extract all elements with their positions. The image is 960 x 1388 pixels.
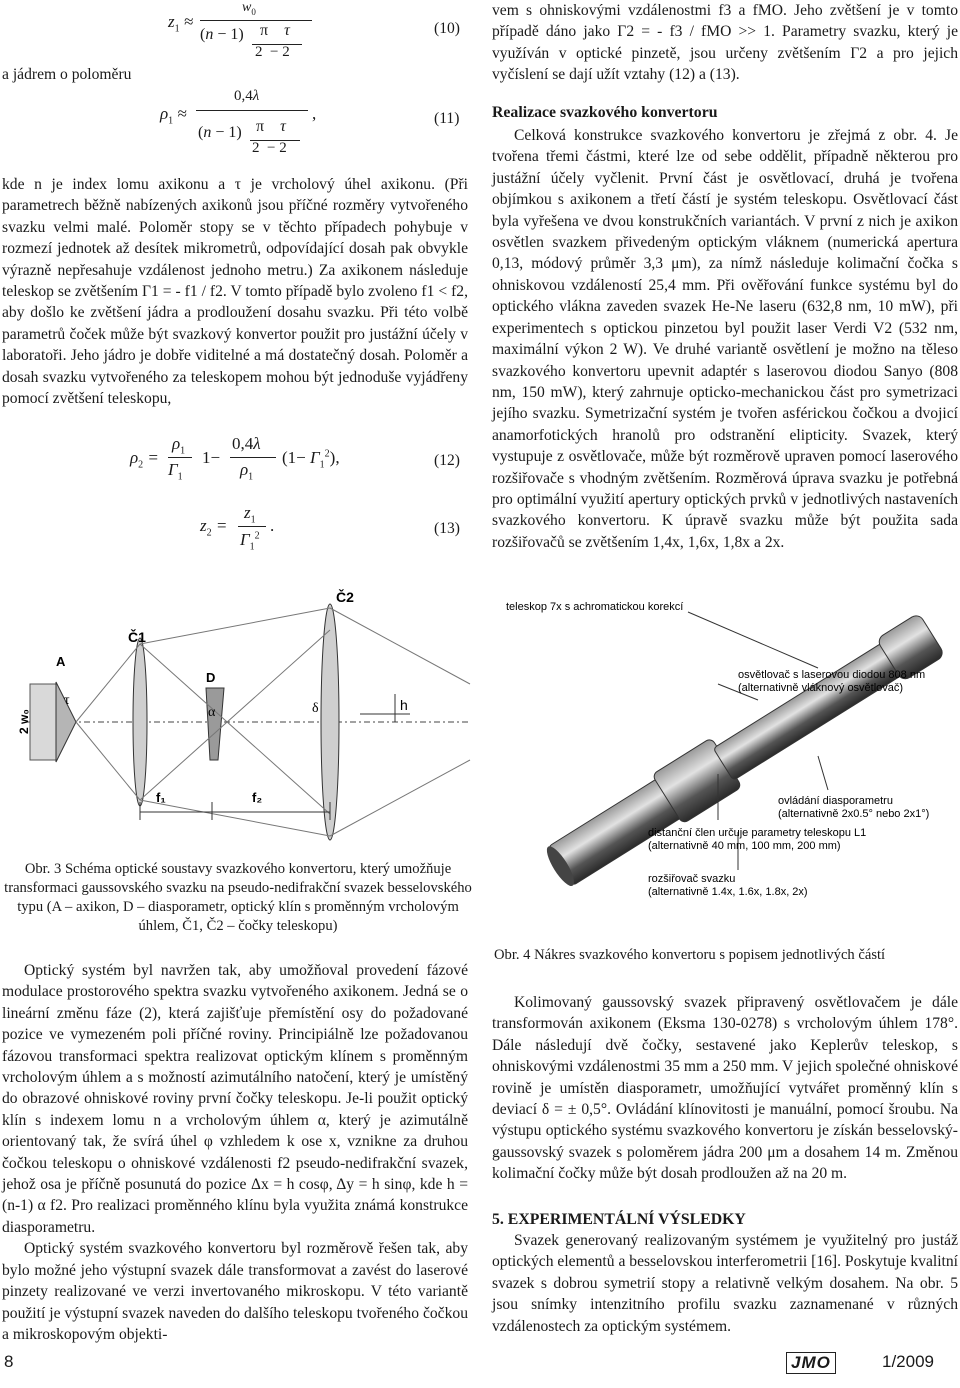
left-bottom-para2: Optický systém svazkového konvertoru byl rozměrově řešen tak, aby bylo možné jeho výstupní svazek dále transformovat a zavést do laserové pinzety realizované ve verzi invertovaného mikroskopu. V této variantě použití je výstupní svazek naveden do dalšího teleskopu tvořeného čočkou a mikroskopovým objekti-: [2, 1240, 468, 1343]
eq10-number: (10): [434, 20, 460, 37]
eq10-twos: 2 − 2: [255, 44, 290, 60]
eq13-dot: .: [270, 516, 275, 535]
fig3-label-d: D: [206, 670, 216, 685]
eq12-rho1-den: $\rho_1$: [240, 460, 254, 483]
fig3-label-f1: f₁: [156, 790, 166, 805]
fig3-caption-block: [0, 860, 476, 936]
section-heading-realizace: Realizace svazkového konvertoru: [492, 103, 718, 121]
intro-line: [2, 64, 468, 85]
fig4-label-telescope: teleskop 7x s achromatickou korekcí: [506, 601, 684, 613]
eq11-numerator: 0,4λ: [234, 88, 260, 104]
eq11-lhs: $\rho_1$ ≈: [160, 104, 187, 127]
eq11-number: (11): [434, 110, 460, 127]
eq13-lhs: $z_2$ =: [200, 516, 228, 539]
right-top-block: [492, 0, 958, 553]
fig4-label-exp2: (alternativně 1.4x, 1.6x, 1.8x, 2x): [648, 886, 808, 898]
right-para1-text: vem s ohniskovými vzdálenostmi f3 a fMO. Jeho zvětšení je v tomto případě dáno jako Γ2 = - f3 / fMO >> 1. Parametry svazku, který je využíván v optické pinzetě, jsou určeny zvětšením Γ2 a pro jejich vyčíslení se dají užít vztahy (12) a (13).: [492, 2, 958, 84]
eq11-fraction-bar: [196, 110, 308, 111]
eq10-lhs: $z_1$ ≈: [168, 12, 194, 35]
right-bottom-para2: Svazek generovaný realizovaným systémem je využitelný pro justáž optických elementů a besselovskou interferometrii [16]. Poskytuje kvalitní svazek s dobrou symetrií stopy a relativně velkým dosahem. Na obr. 5 jsou snímky intenzitního profilu svazku zaznamenané v různých vzdálenostech za optickým systémem.: [492, 1232, 958, 1335]
journal-logo: JMO: [786, 1352, 836, 1374]
fig4-label-illum2: (alternativně vláknový osvětlovač): [738, 682, 904, 694]
eq12-gamma1: $\Gamma_1$: [168, 460, 183, 483]
eq10-denominator: (n − 1): [200, 26, 244, 43]
fig3-caption: Obr. 3 Schéma optické soustavy svazkového konvertoru, který umožňuje transformaci gaussovského svazku na pseudo-nedifrakční svazek besselovského typu (A – axikon, D – diasporametr, optický klín s proměnným vrcholovým úhlem, Č1, Č2 – čočky teleskopu): [4, 861, 472, 934]
fig3-label-c2: Č2: [336, 589, 354, 605]
fig4-label-exp1: rozšiřovač svazku: [648, 873, 736, 885]
fig3-label-a: A: [56, 654, 66, 669]
issue-number: 1/2009: [882, 1352, 934, 1371]
fig3-label-f2: f₂: [252, 790, 263, 805]
eq10-fraction-bar: [200, 20, 312, 21]
fig3-schematic: [0, 584, 480, 854]
eq10-numerator: $w_0$: [242, 0, 256, 17]
fig3-svg: [0, 584, 480, 854]
fig3-label-alpha: α: [208, 705, 216, 720]
fig3-label-tau: τ: [64, 693, 70, 708]
eq11-twos: 2 − 2: [252, 140, 287, 156]
eq12-one-minus: 1−: [202, 448, 221, 467]
eq13-num: $z_1$: [244, 503, 256, 526]
fig4-label-ctrl1: ovládání diasporametru: [778, 795, 893, 807]
eq11-pi-tau: π τ: [256, 118, 286, 135]
eq13-number: (13): [434, 520, 460, 537]
eq12-tail: $(1- \Gamma_1^2)$,: [282, 448, 340, 471]
fig4-label-illum1: osvětlovač s laserovou diodou 808 nm: [738, 669, 926, 681]
left-para1-text: kde n je index lomu axikonu a τ je vrcholový úhel axikonu. (Při parametrech běžně nabízených axikonů jsou příčné rozměry vytvořeného svazku velmi malé. Poloměr stopy se v těchto případech pohybuje v rozmezí jednotek až desítek mikrometrů, odpovídající dosah pak obvykle výrazně nepřesahuje vzdálenost jednoho metru.) Za axikonem následuje teleskop se zvětšením Γ1 = - f1 / f2. V tomto případě bylo zvoleno f1 < f2, aby došlo ke zvětšení jádra a prodloužení dosahu svazku. Při této volbě parametrů čoček může být svazkový konvertor použit pro justážní účely v laboratoři. Jeho jádro je dobře viditelné a má dostatečný dosah. Poloměr a dosah svazku vytvořeného za teleskopem mohou být jednoduše vyjádřeny pomocí zvětšení teleskopu,: [2, 176, 468, 408]
page-number: 8: [4, 1352, 14, 1371]
eq12-bar1: [168, 457, 192, 458]
fig3-label-h: h: [400, 697, 408, 713]
right-para2-text: Celková konstrukce svazkového konvertoru je zřejmá z obr. 4. Je tvořena třemi částmi, které lze od sebe oddělit, případně některou pro justážní účely vyčlenit. První část je osvětlovací, druhá je tvořena objímkou s axikonem a třetí částí je systém teleskopu. Osvětlovací část byla vyřešena ve dvou konstrukčních variantách. V první z nich je axikon osvětlen svazkem přivedeným optickým vláknem (numerická apertura 0,13, módový průměr 3,3 μm), za nímž následuje kolimační čočka s ohniskovou vzdáleností 25,4 mm. Při ověřování funkce systému byl do optického vlákna zaveden svazek He-Ne laseru (632,8 nm, 10 mW), při experimentech s optickou pinzetou byl použit laser Verdi V2 (532 nm, maximální výkon 2 W). Ve druhé variantě osvětlení je možno na těleso svazkového konvertoru upevnit adaptér s laserovou diodou Sanyo (808 nm, 150 mW), který zahrnuje opticko-mechanickou část pro symetrizaci jejího svazku. Symetrizační systém je tvořen asférickou čočkou a dvojicí anamorfotických hranolů pro odstranění elipticity. Svazek, který vystupuje z osvětlovače, může být rozměrově upraven pomocí laserového rozšiřovače s vhodným zvětšením. Rozměrová úprava svazku je potřebná pro optimální využití apertury optických prvků v jednotlivých nastaveních svazkového konvertoru. K úpravě svazku může být použita sada rozšiřovačů se zvětšením 1,4x, 1,6x, 1,8x a 2x.: [492, 127, 958, 551]
right-bottom-para1: Kolimovaný gaussovský svazek připravený osvětlovačem je dále transformován axikonem (Eksma 130-0278) s vrcholovým úhlem 178°. Dále následují dvě čočky, sestavené jako Keplerův teleskop, s ohniskovými vzdálenostmi 35 mm a 250 mm. V jejich společné ohniskové rovině je umístěn diasporametr, umožňující vytvářet proměnný klín s deviací δ = ± 0,5°. Ovládání klínovitosti je manuální, pomocí šroubu. Na výstupu optického systému svazkového konvertoru je získán besselovský-gaussovský svazek s poloměrem jádra 200 μm a dosahem 14 m. Změnou kolimační čočky může být dosah prodloužen až na 20 m.: [492, 994, 958, 1183]
section-heading-results: 5. EXPERIMENTÁLNÍ VÝSLEDKY: [492, 1210, 746, 1228]
fig4-svg: [488, 584, 958, 914]
fig4-label-ctrl2: (alternativně 2x0.5° nebo 2x1°): [778, 808, 930, 820]
eq12-number: (12): [434, 452, 460, 469]
fig4-caption: Obr. 4 Nákres svazkového konvertoru s popisem jednotlivých částí: [494, 947, 886, 963]
fig4-label-dist2: (alternativně 40 mm, 100 mm, 200 mm): [648, 840, 841, 852]
fig4-label-dist1: distanční člen určuje parametry teleskopu L1: [648, 827, 867, 839]
fig3-label-w0: 2 w₀: [17, 709, 31, 734]
fig3-label-c1: Č1: [128, 629, 146, 645]
right-bottom-block: [492, 992, 958, 1337]
eq12-rho1: $\rho_1$: [172, 434, 186, 457]
eq12-lhs: $\rho_2$ =: [130, 448, 159, 471]
eq11-denominator: (n − 1): [198, 124, 242, 141]
fig4-device-drawing: [488, 584, 958, 914]
fig4-caption-block: [494, 946, 960, 965]
eq13-den: $\Gamma_1^2$: [240, 530, 260, 553]
eq12-num2: 0,4λ: [232, 434, 261, 453]
eq12-bar2: [230, 457, 276, 458]
left-bottom-para1: Optický systém byl navržen tak, aby umožňoval provedení fázové modulace prostorového spektra svazku vytvořeného axikonem. Jedná se o lineární změnu fáze (2), která zajišťuje přemístění osy do požadované pozice ve vymezeném poli příčné roviny. Principiálně lze požadovanou fázovou transformaci spektra realizovat optickým klínem s proměnným vrcholovým úhlem a s možností azimutálního natočení, který je umístěný do obrazové ohniskové roviny první čočky teleskopu. Je-li použit optický klín s indexem lomu n a vrcholovým úhlem α, který je azimutálně orientovaný tak, že svírá úhel φ vzhledem k ose x, vznikne za druhou čočkou teleskopu o ohniskové vzdálenosti f2 pseudo-nedifrakční svazek, jehož osa je příčně posunutá do pozice Δx = h cosφ, Δy = h sinφ, kde h = (n-1) α f2. Pro realizaci proměnného klínu byla využita známá konstrukce diasporametru.: [2, 962, 468, 1236]
left-bottom-block: [2, 960, 468, 1345]
fig3-label-delta: δ: [312, 701, 319, 716]
eq13-bar: [238, 526, 266, 527]
eq11-comma: ,: [312, 104, 317, 123]
intro-text: a jádrem o poloměru: [2, 66, 132, 83]
eq10-pi-tau: π τ: [260, 22, 290, 39]
left-para1: [2, 174, 468, 409]
